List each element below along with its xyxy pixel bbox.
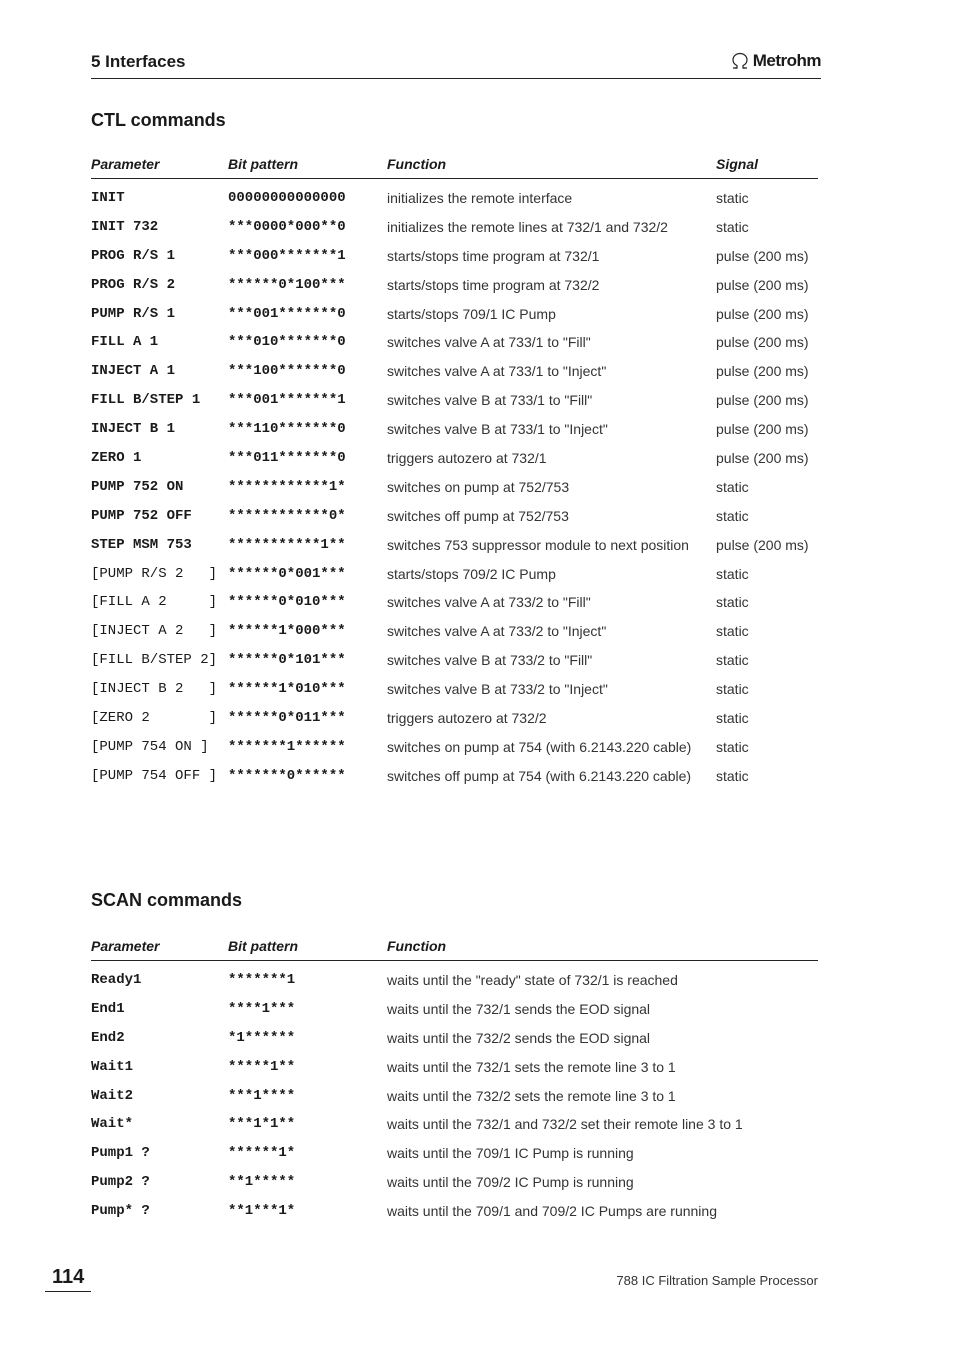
signal-cell: pulse (200 ms) xyxy=(716,334,809,351)
function-cell: switches off pump at 752/753 xyxy=(387,507,569,524)
scan-section-title: SCAN commands xyxy=(91,890,243,910)
table-row xyxy=(91,387,818,416)
bit-pattern-cell: ***010*******0 xyxy=(228,334,346,351)
parameter-cell: INJECT A 1 xyxy=(91,363,176,380)
signal-cell: static xyxy=(716,190,749,206)
parameter-cell: INIT 732 xyxy=(91,218,159,235)
signal-cell: pulse (200 ms) xyxy=(716,450,809,467)
signal-cell: static xyxy=(716,623,749,640)
parameter-cell: FILL B/STEP 1 xyxy=(91,392,201,409)
function-cell: waits until the 709/1 IC Pump is running xyxy=(387,1145,634,1162)
bit-pattern-cell: ***001*******1 xyxy=(228,392,346,409)
parameter-cell: [PUMP 754 ON ] xyxy=(91,738,209,755)
header-function: Function xyxy=(387,938,447,954)
bit-pattern-cell: ***0000*000**0 xyxy=(228,218,346,235)
table-row xyxy=(91,185,818,214)
signal-cell: static xyxy=(716,594,749,611)
parameter-cell: PUMP 752 ON xyxy=(91,478,184,495)
function-cell: waits until the 732/2 sets the remote line 3 to 1 xyxy=(387,1087,676,1104)
signal-cell: static xyxy=(716,652,749,669)
bit-pattern-cell: ******1*010*** xyxy=(228,681,346,698)
parameter-cell: End1 xyxy=(91,1000,125,1017)
function-cell: triggers autozero at 732/2 xyxy=(387,710,547,727)
parameter-cell: Pump2 ? xyxy=(91,1174,150,1191)
brand-logo xyxy=(730,51,821,71)
function-cell: waits until the 732/1 and 732/2 set their remote line 3 to 1 xyxy=(387,1116,743,1133)
bit-pattern-cell: ************1* xyxy=(228,478,346,495)
table-row xyxy=(91,705,818,734)
table-row xyxy=(91,763,818,792)
scan-rows xyxy=(91,961,818,1227)
function-cell: waits until the "ready" state of 732/1 is reached xyxy=(387,972,678,988)
function-cell: triggers autozero at 732/1 xyxy=(387,450,547,467)
function-cell: starts/stops time program at 732/2 xyxy=(387,276,600,293)
parameter-cell: Wait1 xyxy=(91,1058,134,1075)
document-title: 788 IC Filtration Sample Processor xyxy=(616,1273,818,1288)
parameter-cell: PUMP R/S 1 xyxy=(91,305,176,322)
bit-pattern-cell: ***********1** xyxy=(228,536,346,553)
table-row xyxy=(91,996,818,1025)
bit-pattern-cell: *******1****** xyxy=(228,738,346,755)
function-cell: switches valve A at 733/2 to "Fill" xyxy=(387,594,591,611)
header-signal: Signal xyxy=(716,156,759,172)
table-row xyxy=(91,272,818,301)
header-bit-pattern: Bit pattern xyxy=(228,156,298,172)
header-parameter: Parameter xyxy=(91,938,160,954)
bit-pattern-cell: ******0*001*** xyxy=(228,565,346,582)
function-cell: switches valve B at 733/2 to "Inject" xyxy=(387,681,608,698)
bit-pattern-cell: ***000*******1 xyxy=(228,247,346,264)
bit-pattern-cell: *****1** xyxy=(228,1058,296,1075)
function-cell: waits until the 732/2 sends the EOD signal xyxy=(387,1029,651,1046)
parameter-cell: Wait2 xyxy=(91,1087,134,1104)
parameter-cell: [FILL B/STEP 2] xyxy=(91,652,218,669)
signal-cell: static xyxy=(716,710,749,727)
function-cell: waits until the 709/1 and 709/2 IC Pumps are running xyxy=(387,1203,717,1220)
table-row xyxy=(91,329,818,358)
table-row xyxy=(91,532,818,561)
table-row xyxy=(91,1025,818,1054)
table-row xyxy=(91,1083,818,1112)
bit-pattern-cell: ******1*000*** xyxy=(228,623,346,640)
parameter-cell: INJECT B 1 xyxy=(91,421,176,438)
bit-pattern-cell: ******0*011*** xyxy=(228,710,346,727)
function-cell: switches valve A at 733/1 to "Inject" xyxy=(387,363,607,380)
function-cell: switches valve B at 733/1 to "Inject" xyxy=(387,421,608,438)
function-cell: switches valve A at 733/1 to "Fill" xyxy=(387,334,591,351)
signal-cell: pulse (200 ms) xyxy=(716,363,809,380)
bit-pattern-cell: ***001*******0 xyxy=(228,305,346,322)
signal-cell: pulse (200 ms) xyxy=(716,305,809,322)
bit-pattern-cell: *1****** xyxy=(228,1029,296,1046)
function-cell: waits until the 709/2 IC Pump is running xyxy=(387,1174,634,1191)
function-cell: switches on pump at 752/753 xyxy=(387,478,570,495)
signal-cell: pulse (200 ms) xyxy=(716,392,809,409)
table-row xyxy=(91,618,818,647)
parameter-cell: Pump1 ? xyxy=(91,1145,150,1162)
bit-pattern-cell: ***1**** xyxy=(228,1087,296,1104)
bit-pattern-cell: ******0*100*** xyxy=(228,276,346,293)
signal-cell: pulse (200 ms) xyxy=(716,421,809,438)
parameter-cell: Pump* ? xyxy=(91,1203,150,1220)
header-function: Function xyxy=(387,156,447,172)
omega-icon xyxy=(730,52,750,70)
parameter-cell: PROG R/S 2 xyxy=(91,276,176,293)
function-cell: switches valve B at 733/2 to "Fill" xyxy=(387,652,593,669)
table-row xyxy=(91,503,818,532)
signal-cell: static xyxy=(716,565,749,582)
signal-cell: pulse (200 ms) xyxy=(716,247,809,264)
parameter-cell: End2 xyxy=(91,1029,125,1046)
ctl-rows xyxy=(91,179,818,792)
bit-pattern-cell: ******0*101*** xyxy=(228,652,346,669)
parameter-cell: [INJECT B 2 ] xyxy=(91,681,218,698)
function-cell: starts/stops 709/1 IC Pump xyxy=(387,305,556,322)
table-row xyxy=(91,967,818,996)
table-row xyxy=(91,445,818,474)
header-bit-pattern: Bit pattern xyxy=(228,938,298,954)
table-row xyxy=(91,734,818,763)
function-cell: switches valve B at 733/1 to "Fill" xyxy=(387,392,593,409)
bit-pattern-cell: ******0*010*** xyxy=(228,594,346,611)
table-row xyxy=(91,243,818,272)
table-row xyxy=(91,676,818,705)
table-row xyxy=(91,416,818,445)
table-row xyxy=(91,1054,818,1083)
function-cell: initializes the remote lines at 732/1 and 732/2 xyxy=(387,218,668,235)
scan-commands-table xyxy=(91,938,818,1227)
bit-pattern-cell: **1***1* xyxy=(228,1203,296,1220)
ctl-commands-table xyxy=(91,156,818,792)
parameter-cell: ZERO 1 xyxy=(91,450,142,467)
parameter-cell: PUMP 752 OFF xyxy=(91,507,192,524)
bit-pattern-cell: 00000000000000 xyxy=(228,190,346,206)
bit-pattern-cell: ***1*1** xyxy=(228,1116,296,1133)
bit-pattern-cell: *******0****** xyxy=(228,767,346,784)
function-cell: starts/stops time program at 732/1 xyxy=(387,247,600,264)
parameter-cell: Ready1 xyxy=(91,972,142,988)
parameter-cell: STEP MSM 753 xyxy=(91,536,192,553)
table-header xyxy=(91,156,818,179)
function-cell: waits until the 732/1 sends the EOD signal xyxy=(387,1000,651,1017)
chapter-title: 5 Interfaces xyxy=(91,52,186,71)
bit-pattern-cell: **1***** xyxy=(228,1174,296,1191)
signal-cell: static xyxy=(716,218,749,235)
function-cell: starts/stops 709/2 IC Pump xyxy=(387,565,556,582)
bit-pattern-cell: ****1*** xyxy=(228,1000,296,1017)
table-row xyxy=(91,589,818,618)
parameter-cell: [PUMP 754 OFF ] xyxy=(91,767,218,784)
bit-pattern-cell: ***011*******0 xyxy=(228,450,346,467)
table-row xyxy=(91,1140,818,1169)
signal-cell: pulse (200 ms) xyxy=(716,536,809,553)
function-cell: switches valve A at 733/2 to "Inject" xyxy=(387,623,607,640)
parameter-cell: INIT xyxy=(91,190,125,206)
signal-cell: static xyxy=(716,478,749,495)
signal-cell: static xyxy=(716,738,749,755)
brand-name: Metrohm xyxy=(752,51,821,70)
parameter-cell: PROG R/S 1 xyxy=(91,247,176,264)
table-row xyxy=(91,561,818,590)
signal-cell: static xyxy=(716,507,749,524)
page-number: 114 xyxy=(45,1266,91,1292)
bit-pattern-cell: ******1* xyxy=(228,1145,296,1162)
table-row xyxy=(91,358,818,387)
signal-cell: pulse (200 ms) xyxy=(716,276,809,293)
signal-cell: static xyxy=(716,767,749,784)
function-cell: switches 753 suppressor module to next position xyxy=(387,536,689,553)
function-cell: switches on pump at 754 (with 6.2143.220 cable) xyxy=(387,738,692,755)
function-cell: switches off pump at 754 (with 6.2143.220 cable) xyxy=(387,767,692,784)
parameter-cell: [INJECT A 2 ] xyxy=(91,623,218,640)
bit-pattern-cell: ***100*******0 xyxy=(228,363,346,380)
table-row xyxy=(91,474,818,503)
bit-pattern-cell: *******1 xyxy=(228,972,296,988)
parameter-cell: FILL A 1 xyxy=(91,334,159,351)
table-header xyxy=(91,938,818,961)
table-row xyxy=(91,1111,818,1140)
table-row xyxy=(91,214,818,243)
bit-pattern-cell: ***110*******0 xyxy=(228,421,346,438)
table-row xyxy=(91,1198,818,1227)
parameter-cell: [FILL A 2 ] xyxy=(91,594,218,611)
signal-cell: static xyxy=(716,681,749,698)
parameter-cell: [PUMP R/S 2 ] xyxy=(91,565,218,582)
parameter-cell: Wait* xyxy=(91,1116,134,1133)
header-parameter: Parameter xyxy=(91,156,160,172)
ctl-section-title: CTL commands xyxy=(91,110,226,130)
table-row xyxy=(91,1169,818,1198)
parameter-cell: [ZERO 2 ] xyxy=(91,710,218,727)
table-row xyxy=(91,647,818,676)
table-row xyxy=(91,301,818,330)
page-header xyxy=(91,50,821,79)
function-cell: waits until the 732/1 sets the remote line 3 to 1 xyxy=(387,1058,676,1075)
function-cell: initializes the remote interface xyxy=(387,190,573,206)
bit-pattern-cell: ************0* xyxy=(228,507,346,524)
